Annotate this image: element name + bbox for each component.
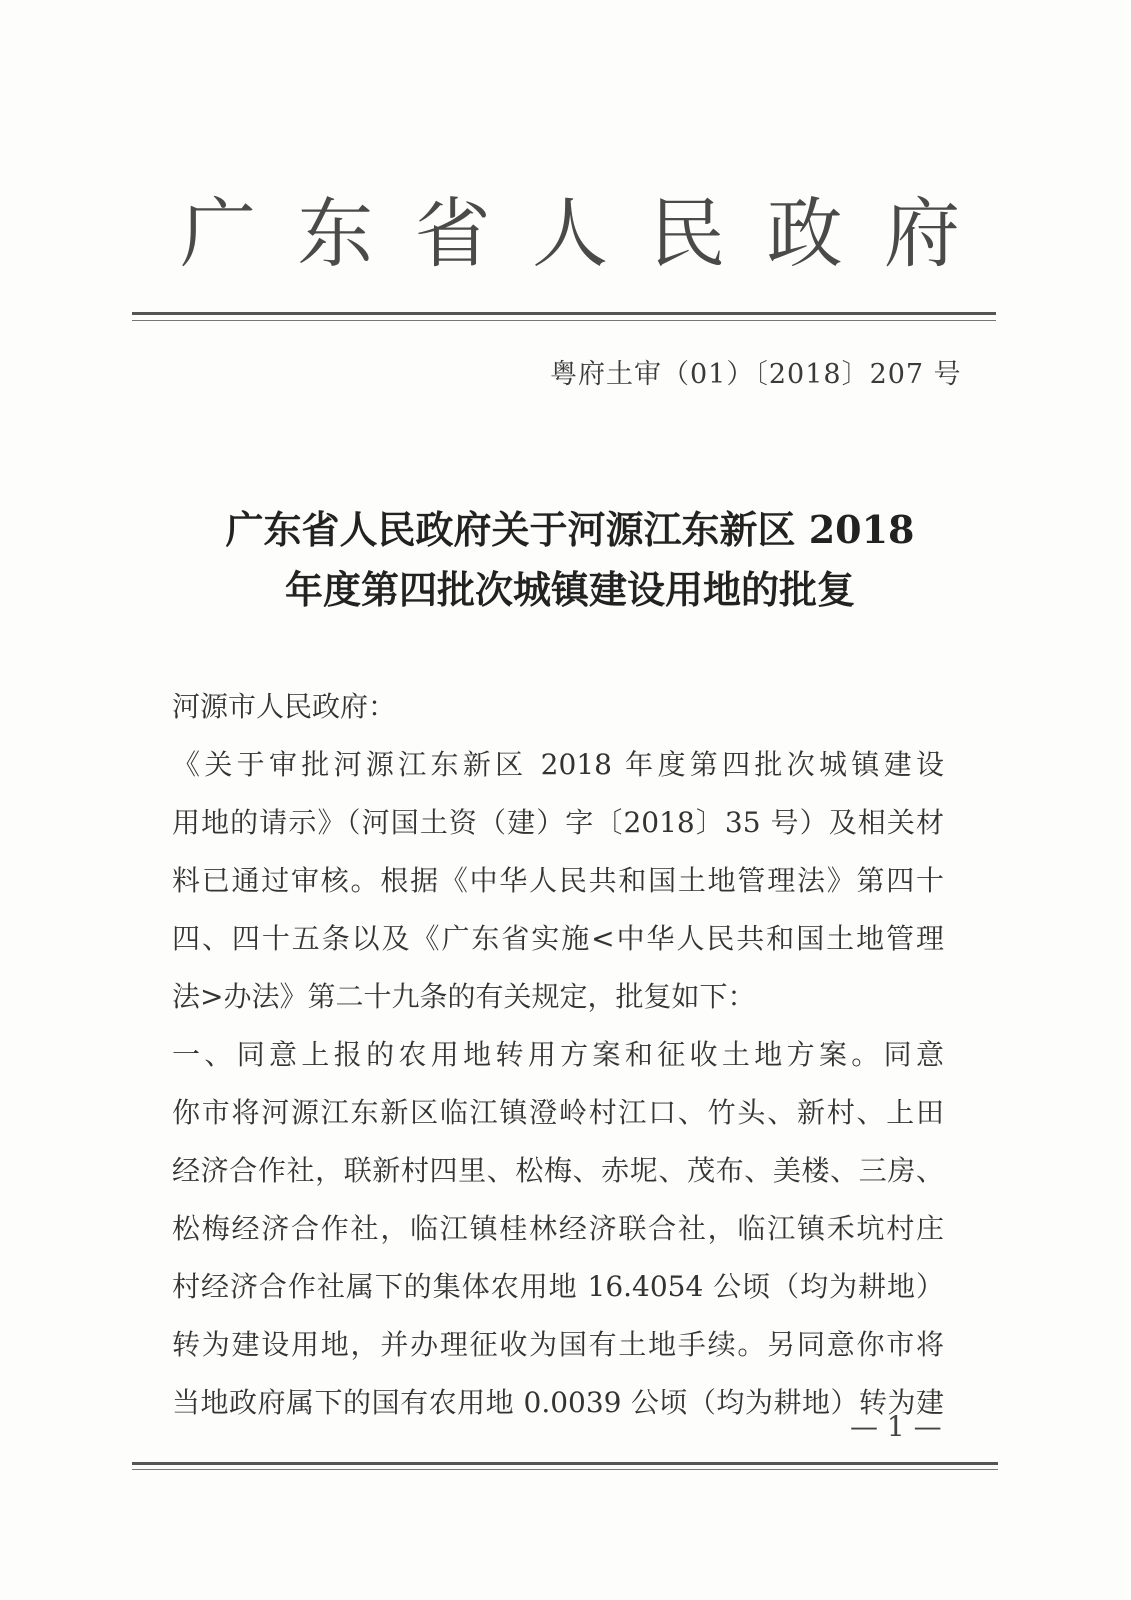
document-body bbox=[172, 678, 944, 1432]
body-line: 《关于审批河源江东新区 2018 年度第四批次城镇建设 bbox=[172, 748, 944, 781]
body-line: 四、四十五条以及《广东省实施<中华人民共和国土地管理 bbox=[172, 922, 944, 955]
page-number: — 1 — bbox=[850, 1410, 942, 1443]
header-divider bbox=[132, 312, 996, 315]
footer-divider bbox=[132, 1462, 998, 1465]
body-line: 料已通过审核。根据《中华人民共和国土地管理法》第四十 bbox=[172, 864, 944, 897]
body-line: 村经济合作社属下的集体农用地 16.4054 公顷（均为耕地） bbox=[172, 1270, 944, 1303]
footer-divider-thin bbox=[132, 1469, 998, 1470]
document-title bbox=[160, 500, 980, 620]
body-line: 经济合作社，联新村四里、松梅、赤坭、茂布、美楼、三房、 bbox=[172, 1154, 944, 1187]
title-line-1: 广东省人民政府关于河源江东新区 2018 bbox=[225, 507, 915, 552]
salutation: 河源市人民政府： bbox=[172, 690, 397, 723]
body-line: 用地的请示》（河国土资（建）字〔2018〕35 号）及相关材 bbox=[172, 806, 944, 839]
body-line: 法>办法》第二十九条的有关规定，批复如下： bbox=[172, 980, 756, 1013]
body-line: 松梅经济合作社，临江镇桂林经济联合社，临江镇禾坑村庄 bbox=[172, 1212, 944, 1245]
body-line: 当地政府属下的国有农用地 0.0039 公顷（均为耕地）转为建 bbox=[172, 1386, 944, 1419]
header-char: 政 bbox=[766, 189, 843, 278]
header-char: 府 bbox=[883, 189, 960, 278]
title-line-2: 年度第四批次城镇建设用地的批复 bbox=[284, 567, 855, 612]
header-char: 广 bbox=[180, 189, 256, 278]
body-line: 你市将河源江东新区临江镇澄岭村江口、竹头、新村、上田 bbox=[172, 1096, 944, 1129]
issuer-header bbox=[180, 189, 960, 278]
header-divider-thin bbox=[132, 320, 996, 321]
header-char: 民 bbox=[649, 189, 726, 278]
header-char: 东 bbox=[297, 189, 374, 278]
header-char: 人 bbox=[531, 189, 608, 278]
body-line: 转为建设用地，并办理征收为国有土地手续。另同意你市将 bbox=[172, 1328, 944, 1361]
body-line: 一、同意上报的农用地转用方案和征收土地方案。同意 bbox=[172, 1038, 944, 1071]
document-number: 粤府土审（01）〔2018〕207 号 bbox=[550, 359, 962, 390]
header-char: 省 bbox=[414, 189, 491, 278]
